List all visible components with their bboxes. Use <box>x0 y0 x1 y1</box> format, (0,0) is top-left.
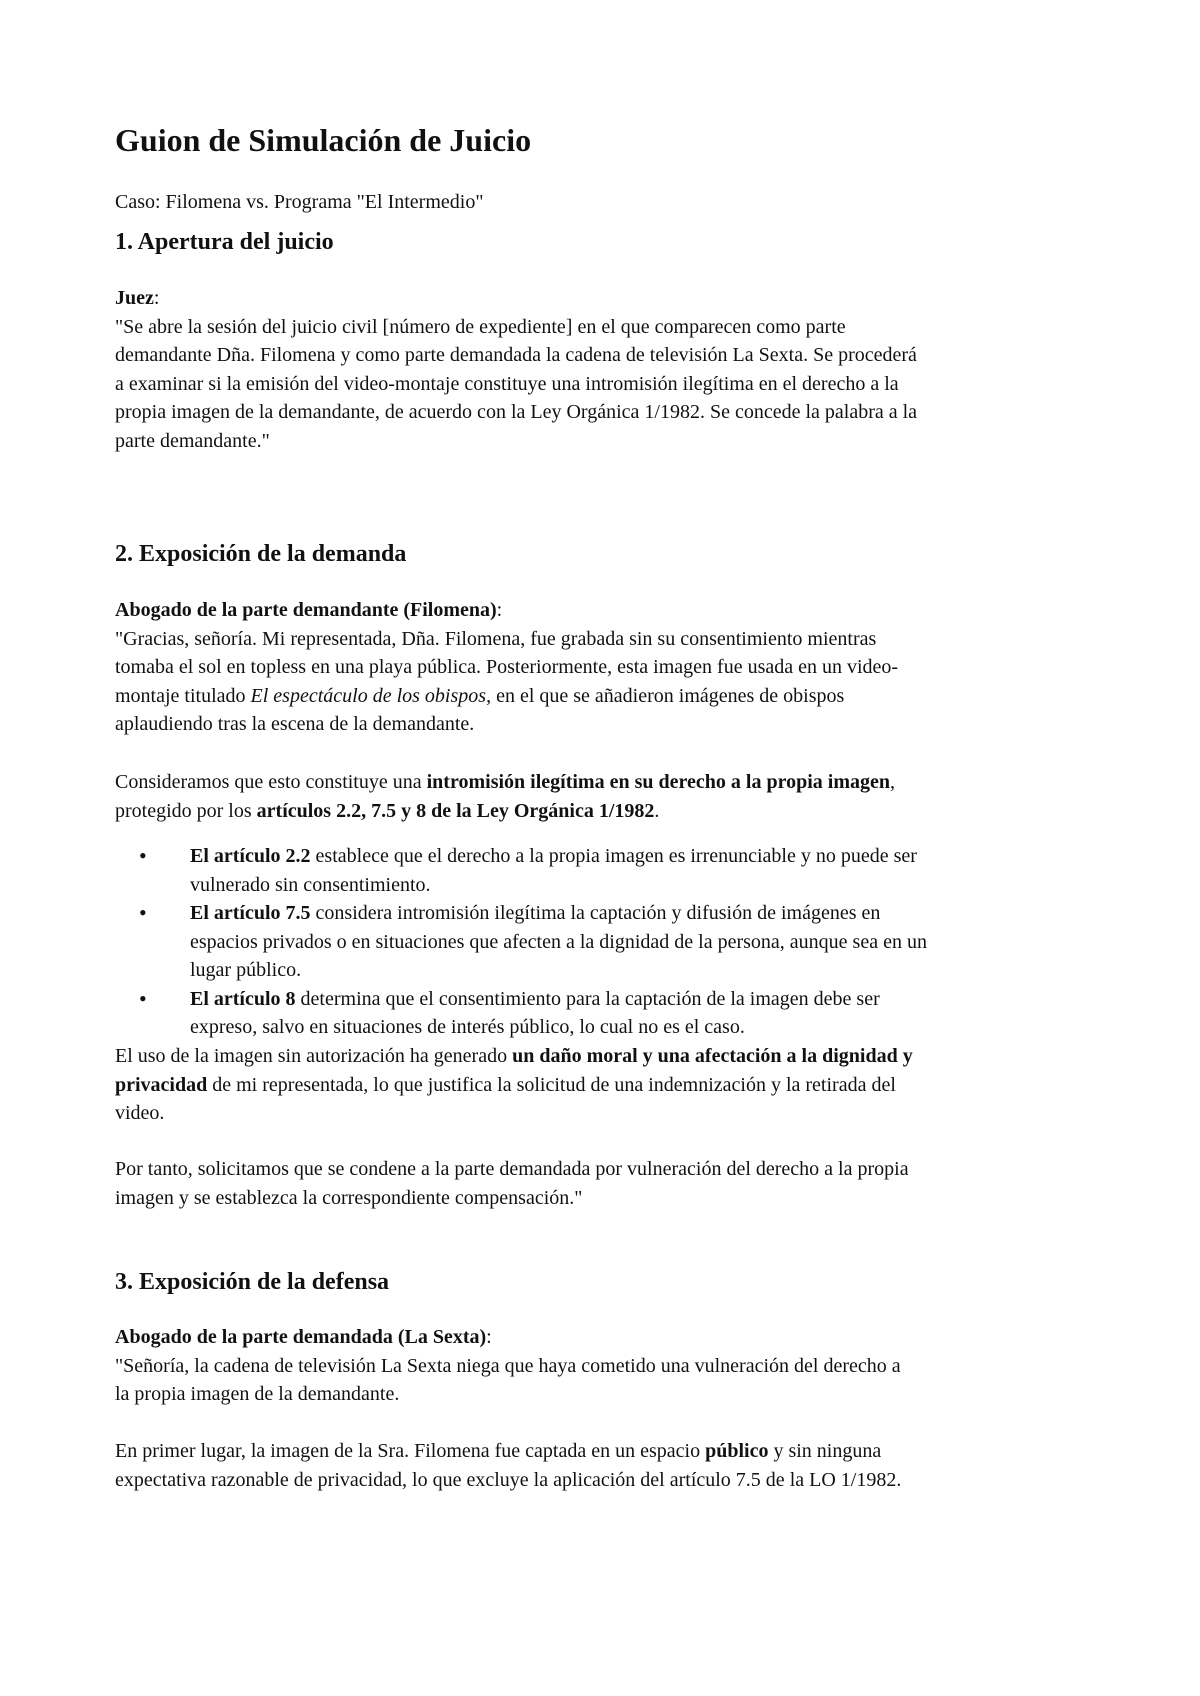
section-demanda-argument <box>115 768 1105 825</box>
paragraph-line: montaje titulado El espectáculo de los obispos, en el que se añadieron imágenes de obispos <box>115 684 845 707</box>
paragraph-line: Consideramos que esto constituye una intromisión ilegítima en su derecho a la propia imagen, <box>115 771 895 793</box>
speaker-defense-lawyer: Abogado de la parte demandada (La Sexta) <box>115 1326 487 1348</box>
paragraph-line: aplaudiendo tras la escena de la demandante. <box>115 713 475 735</box>
paragraph-line: demandante Dña. Filomena y como parte demandada la cadena de televisión La Sexta. Se procederá <box>115 344 917 366</box>
document-title: Guion de Simulación de Juicio <box>115 122 532 158</box>
section-defensa-intro <box>115 1323 1105 1409</box>
video-title: El espectáculo de los obispos <box>250 684 487 707</box>
paragraph-line: Por tanto, solicitamos que se condene a la parte demandada por vulneración del derecho a la propia <box>115 1158 909 1180</box>
paragraph-line: tomaba el sol en topless en una playa pública. Posteriormente, esta imagen fue usada en un video- <box>115 656 899 678</box>
speaker-line: Juez: <box>115 287 160 309</box>
case-subtitle: Caso: Filomena vs. Programa "El Intermedio" <box>115 191 484 213</box>
paragraph-line: propia imagen de la demandante, de acuerdo con la Ley Orgánica 1/1982. Se concede la palabra a la <box>115 401 918 423</box>
list-item: • El artículo 7.5 considera intromisión ilegítima la captación y difusión de imágenes en espacios privados o en situaciones que afecten a la dignidad de la persona, aunque sea en un lugar público. <box>115 899 1105 985</box>
articles-list <box>115 842 1105 1042</box>
speaker-line: Abogado de la parte demandante (Filomena): <box>115 599 503 621</box>
paragraph-line: expectativa razonable de privacidad, lo que excluye la aplicación del artículo 7.5 de la LO 1/1982. <box>115 1468 902 1491</box>
section-defensa-argument <box>115 1437 1105 1494</box>
paragraph-line: parte demandante." <box>115 429 270 452</box>
section-demanda-conclusion <box>115 1155 1105 1212</box>
section-heading-defensa: 3. Exposición de la defensa <box>115 1269 390 1295</box>
speaker-judge: Juez <box>115 287 154 309</box>
section-demanda-intro <box>115 596 1105 739</box>
paragraph-line: "Se abre la sesión del juicio civil [número de expediente] en el que comparecen como parte <box>115 315 846 338</box>
paragraph-line: imagen y se establezca la correspondiente compensación." <box>115 1186 583 1209</box>
paragraph-line: "Señoría, la cadena de televisión La Sexta niega que haya cometido una vulneración del derecho a <box>115 1354 901 1377</box>
section-apertura-body <box>115 284 1105 455</box>
paragraph-line: a examinar si la emisión del video-montaje constituye una intromisión ilegítima en el derecho a la <box>115 372 899 395</box>
list-item: • El artículo 8 determina que el consentimiento para la captación de la imagen debe ser expreso, salvo en situaciones de interés público, lo cual no es el caso. <box>115 985 1105 1042</box>
speaker-line: Abogado de la parte demandada (La Sexta): <box>115 1326 492 1348</box>
speaker-plaintiff-lawyer: Abogado de la parte demandante (Filomena) <box>115 599 497 621</box>
section-heading-apertura: 1. Apertura del juicio <box>115 229 334 255</box>
list-item: • El artículo 2.2 establece que el derecho a la propia imagen es irrenunciable y no puede ser vulnerado sin consentimiento. <box>115 842 1105 899</box>
paragraph-line: "Gracias, señoría. Mi representada, Dña. Filomena, fue grabada sin su consentimiento mientras <box>115 627 877 650</box>
paragraph-line: En primer lugar, la imagen de la Sra. Filomena fue captada en un espacio público y sin ninguna <box>115 1440 882 1462</box>
paragraph-line: video. <box>115 1102 165 1124</box>
paragraph-line: privacidad de mi representada, lo que justifica la solicitud de una indemnización y la retirada del <box>115 1073 896 1096</box>
section-demanda-damages <box>115 1042 1105 1128</box>
paragraph-line: la propia imagen de la demandante. <box>115 1383 400 1405</box>
section-heading-demanda: 2. Exposición de la demanda <box>115 541 407 567</box>
paragraph-line: El uso de la imagen sin autorización ha generado un daño moral y una afectación a la dignidad y <box>115 1045 913 1067</box>
paragraph-line: protegido por los artículos 2.2, 7.5 y 8 de la Ley Orgánica 1/1982. <box>115 799 660 822</box>
